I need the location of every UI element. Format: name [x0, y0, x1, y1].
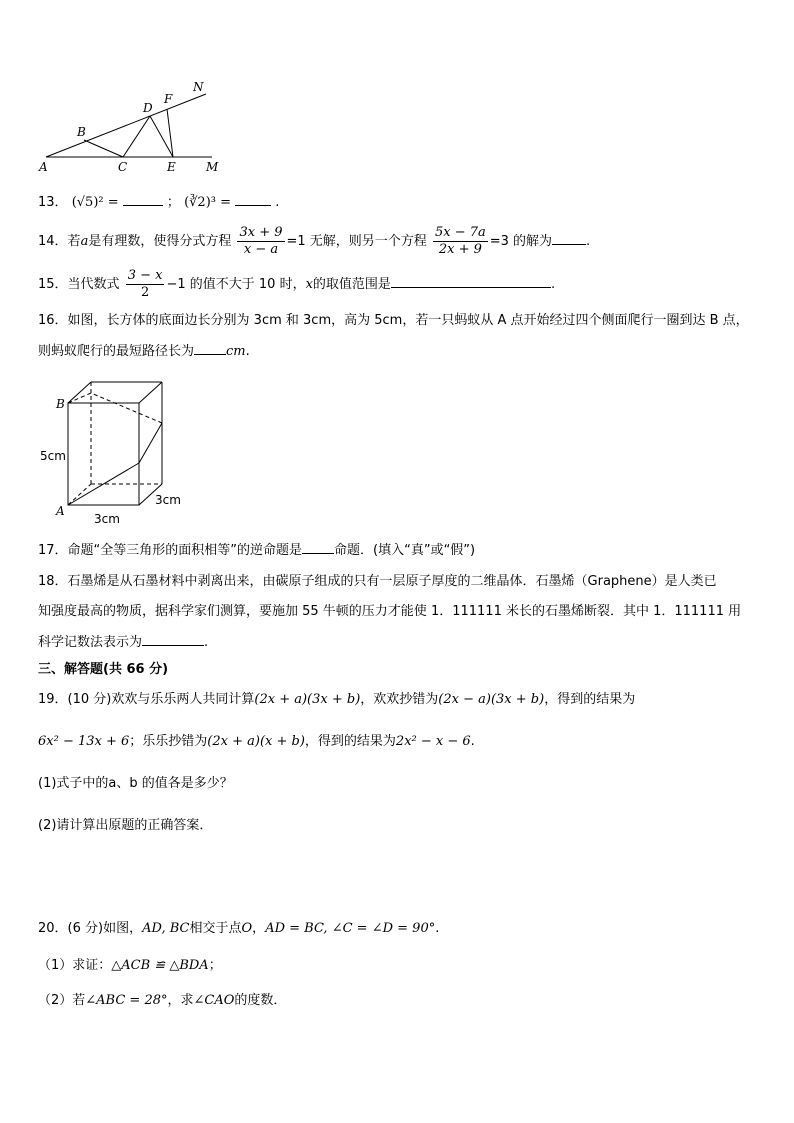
q20-text2: 相交于点: [189, 921, 242, 936]
q14-frac1-numerator: 3x + 9: [239, 225, 283, 240]
question-15: [38, 268, 555, 301]
q13-end: .: [275, 195, 280, 210]
q15-var-x: x: [305, 277, 313, 292]
q15-text3: 的取值范围是: [312, 277, 391, 292]
q14-fraction-2: [433, 225, 488, 258]
q20-sub1-pre: （1）求证：: [38, 958, 112, 973]
cuboid-front-face: [68, 403, 139, 505]
label-E: E: [167, 160, 176, 174]
segment-CD: [123, 116, 150, 157]
q20-number: 20．: [38, 921, 68, 936]
label-C: C: [118, 160, 128, 174]
q14-fraction-1: [237, 225, 284, 258]
question-18-line3: [38, 633, 208, 652]
question-20-line1: [38, 920, 439, 938]
question-18-line1: [38, 573, 717, 591]
q20-end: .: [435, 921, 440, 936]
q14-frac2-numerator: 5x − 7a: [434, 225, 486, 240]
q14-frac1-denominator: x − a: [243, 242, 279, 257]
q19-text2: ，欢欢抄错为: [360, 692, 439, 707]
label-M: M: [206, 160, 219, 174]
q16-line1: 如图，长方体的底面边长分别为 3cm 和 3cm，高为 5cm，若一只蚂蚁从 A 点开始经过四个侧面爬行一圈到达 B 点，: [67, 313, 749, 328]
q19-text4: ；乐乐抄错为: [129, 734, 208, 749]
q15-text1: 当代数式: [67, 277, 120, 292]
q16-unit: cm: [226, 344, 246, 359]
q20-sub2-end: 的度数．: [234, 993, 287, 1008]
question-19-line2: [38, 733, 475, 751]
q17-blank[interactable]: [302, 541, 334, 554]
q13-blank1[interactable]: [123, 193, 163, 206]
cuboid-label-depth: 3cm: [155, 493, 181, 507]
q15-frac-denominator: 2: [140, 285, 150, 300]
segment-DE: [150, 116, 173, 157]
q14-text1: 若: [67, 234, 81, 249]
q14-text3: =1 无解，则另一个方程: [286, 234, 427, 249]
label-A: A: [39, 160, 48, 174]
label-B: B: [77, 125, 86, 139]
q19-end: .: [470, 734, 475, 749]
ant-path-left: [68, 393, 91, 403]
q14-blank[interactable]: [552, 232, 586, 245]
q15-fraction: [126, 268, 165, 301]
q20-text1: 如图，: [103, 921, 143, 936]
cuboid-label-B: B: [56, 397, 65, 411]
q19-text3: ，得到的结果为: [544, 692, 636, 707]
q20-sub2-expr2: ∠CAO: [193, 993, 235, 1008]
q17-text2: 命题．(填入“真”或“假”): [334, 543, 476, 558]
question-19-sub1: (1)式子中的a、b 的值各是多少？: [38, 776, 233, 791]
q15-blank[interactable]: [391, 275, 551, 288]
question-18-line2: [38, 603, 741, 621]
q20-sub2-expr1: ∠ABC = 28°: [85, 993, 168, 1008]
q14-var-a: a: [80, 234, 89, 249]
ant-path-back: [91, 393, 162, 423]
q19-expr3: (2x + a)(x + b): [207, 734, 305, 749]
cuboid-hidden-bottom: [68, 484, 91, 505]
q19-text1: 欢欢与乐乐两人共同计算: [111, 692, 255, 707]
segment-BC: [84, 140, 123, 157]
q19-number: 19．: [38, 692, 68, 707]
q20-sub1-expr: △ACB ≌ △BDA: [111, 958, 209, 973]
label-N: N: [193, 80, 204, 94]
q20-var-O: O: [241, 921, 253, 936]
q15-text2: −1 的值不大于 10 时，: [166, 277, 306, 292]
segment-EF: [167, 109, 173, 157]
q19-points: (10 分): [67, 692, 112, 707]
question-14: [38, 225, 590, 258]
cuboid-label-bottom: 3cm: [94, 512, 120, 526]
q20-sub2-mid: ，求: [167, 993, 194, 1008]
q14-end: .: [586, 234, 591, 249]
cuboid-label-height: 5cm: [40, 449, 66, 463]
q20-sub2-pre: （2）若: [38, 993, 86, 1008]
q14-number: 14．: [38, 234, 68, 249]
q15-end: .: [550, 277, 556, 292]
q13-expr1: (√5)² =: [71, 195, 119, 210]
q13-blank2[interactable]: [235, 193, 271, 206]
q18-line1: 石墨烯是从石墨材料中剥离出来，由碳原子组成的只有一层原子厚度的二维晶体．石墨烯（Graphene）是人类已: [67, 574, 717, 589]
q20-sub1-end: ；: [208, 958, 222, 973]
question-13: [38, 193, 279, 212]
q19-expr1: (2x + a)(3x + b): [254, 692, 361, 707]
q18-blank[interactable]: [142, 633, 204, 646]
q18-end: .: [204, 635, 209, 650]
label-D: D: [143, 101, 153, 115]
q17-text1: 命题“全等三角形的面积相等”的逆命题是: [67, 543, 303, 558]
q16-end: .: [245, 344, 250, 359]
section-3-title: 三、解答题(共 66 分): [38, 662, 169, 677]
q18-line2: 知强度最高的物质，据科学家们测算，要施加 55 牛顿的压力才能使 1．111111 米长的石墨烯断裂．其中 1．111111 用: [38, 604, 742, 619]
question-17: [38, 541, 475, 560]
q20-text3: ，: [252, 921, 266, 936]
q19-result1: 6x² − 13x + 6: [38, 734, 130, 749]
q19-text5: ，得到的结果为: [304, 734, 396, 749]
cuboid-top-right-edge: [139, 382, 162, 403]
q16-number: 16．: [38, 313, 68, 328]
cuboid-label-A: A: [56, 504, 65, 518]
q20-expr2: AD = BC, ∠C = ∠D = 90°: [265, 921, 436, 936]
question-16-line2: [38, 342, 250, 361]
q18-number: 18．: [38, 574, 68, 589]
q15-number: 15．: [38, 277, 68, 292]
q14-frac2-denominator: 2x + 9: [438, 242, 482, 257]
q19-expr2: (2x − a)(3x + b): [438, 692, 545, 707]
question-19-line1: [38, 691, 635, 709]
question-16-line1: [38, 312, 749, 330]
q18-line3: 科学记数法表示为: [38, 635, 143, 650]
q20-expr1: AD, BC: [142, 921, 190, 936]
label-F: F: [164, 92, 173, 106]
figure-2-cuboid: [36, 378, 196, 528]
question-20-sub2: [38, 992, 286, 1010]
q20-points: (6 分): [67, 921, 104, 936]
q17-number: 17．: [38, 543, 68, 558]
q16-blank[interactable]: [194, 342, 226, 355]
figure-1-geometry: [30, 78, 230, 178]
q13-expr2: (∛2)³ =: [184, 195, 231, 210]
q14-text4: =3 的解为: [489, 234, 553, 249]
ant-path-right: [139, 423, 162, 463]
q19-result2: 2x² − x − 6: [395, 734, 471, 749]
q15-frac-numerator: 3 − x: [127, 268, 163, 283]
q16-line2-pre: 则蚂蚁爬行的最短路径长为: [38, 344, 195, 359]
q13-number: 13．: [38, 195, 68, 210]
q14-text2: 是有理数，使得分式方程: [88, 234, 232, 249]
q13-sep: ；: [166, 195, 180, 210]
question-19-sub2: (2)请计算出原题的正确答案．: [38, 818, 213, 833]
cuboid-top-left-edge: [68, 382, 91, 403]
question-20-sub1: [38, 957, 222, 975]
line-AN: [46, 94, 206, 157]
